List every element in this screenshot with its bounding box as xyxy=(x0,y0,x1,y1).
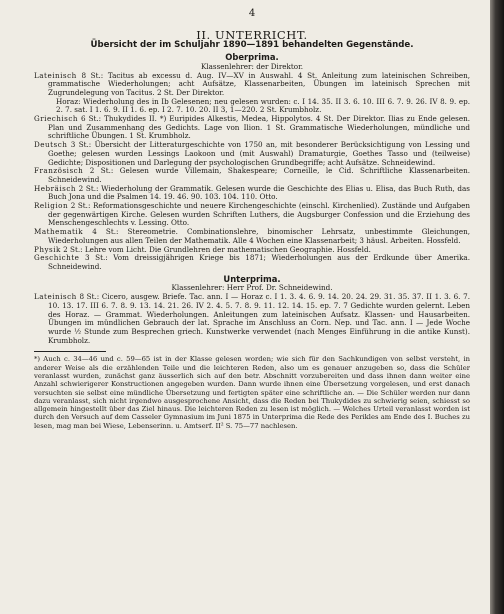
entry-text: 4 St.: Stereometrie. Combinationslehre, binomischer Lehrsatz, unbestimmte Gleichungen, Wiederholungen aus allen Teilen der Mathematik. Alle 4 Wochen eine Klassenarbeit; 3 häusl. Arbeiten. Hossfeld. xyxy=(48,227,470,245)
entry-text: 2 St.: Gelesen wurde Villemain, Shakespeare; Corneille, le Cid. Schriftliche Klassenarbeiten. Schneidewind. xyxy=(48,166,470,184)
subject-name: Physik xyxy=(34,244,61,254)
footnote-divider xyxy=(34,351,106,352)
page-content xyxy=(34,10,470,430)
page-number: 4 xyxy=(248,8,256,19)
book-binding-edge xyxy=(490,0,504,614)
unterprima-entry-latin xyxy=(34,293,470,345)
oberprima-teacher: Klassenlehrer: der Direktor. xyxy=(200,61,304,71)
oberprima-entry-religion xyxy=(34,202,470,228)
entry-text: 6 St.: Thukydides II. *) Euripides Alkestis, Medea, Hippolytos. 4 St. Der Direktor. Ilias zu Ende gelesen. Plan und Zusammenhang des Gedichts. Lage von Ilion. 1 St. Grammatische Wiederholungen, mündliche und schriftliche Übungen. 1 St. Krumbholz. xyxy=(48,114,470,141)
subject-name: Geschichte xyxy=(34,253,80,263)
oberprima-entry-german xyxy=(34,141,470,167)
footnote-text: *) Auch c. 34—46 und c. 59—65 ist in der Klasse gelesen worden; wie sich für den Sachkundigen von selbst versteht, in anderer Weise als die erzählenden Teile und die leichteren Reden, also um es genauer anzugeben so, dass die Schüler veranlasst wurden, zunächst ganz äusserlich sich auf den betr. Abschnitt vorzubereiten und dass ihnen dann weiter eine Anzahl schwierigerer Konstructionen angegeben wurden. Dann wurde ihnen eine Übersetzung vorgelesen, und erst danach versuchten sie selbst eine mündliche Übersetzung und fertigten später eine schriftliche an. — Die Schüler werden nur dann dazu veranlasst, sich nicht irgendwo ausgesprochene Ansicht, dass die Reden bei Thukydides zu schwierig seien, schiesst so allgemein hingestellt über das Ziel hinaus. Die leichteren Reden zu lesen ist möglich. — Welches Urteil veranlasst worden ist durch den Versuch auf dem Casseler Gymnasium im Juni 1875 in Unterprima die Rede des Perikles am Ende des I. Buches zu lesen, mag man bei Wiese, Lebenserinn. u. Amtserf. II² S. 75—77 nachlesen. xyxy=(34,355,470,430)
subject-name: Lateinisch xyxy=(34,70,77,80)
entry-text: 3 St.: Vom dreissigjährigen Kriege bis 1871; Wiederholungen aus der Erdkunde über Amerika. Schneidewind. xyxy=(48,253,470,271)
oberprima-entry-french xyxy=(34,167,470,184)
section-title: II. UNTERRICHT. xyxy=(196,27,308,42)
oberprima-entry-math xyxy=(34,228,470,245)
unterprima-heading: Unterprima. xyxy=(223,273,281,284)
entry-text: 8 St.: Tacitus ab excessu d. Aug. IV—XV in Auswahl. 4 St. Anleitung zum lateinischen Schreiben, grammatische Wiederholungen; acht Aufsätze, Klassenarbeiten, Übungen im lateinisch Sprechen mit Zugrundelegung von Tacitus. 2 St. Der Direktor. xyxy=(48,70,470,97)
subject-name: Französisch xyxy=(34,166,84,176)
subject-name: Hebräisch xyxy=(34,183,76,193)
subject-name: Lateinisch xyxy=(34,292,77,302)
entry-text: 3 St.: Übersicht der Litteraturgeschichte von 1750 an, mit besonderer Berücksichtigung von Lessing und Goethe; gelesen wurden Lessings Laokoon und (mit Auswahl) Dramaturgie, Goethes Tasso und (teilweise) Gedichte; Dispositionen und Darlegung der psychologischen Grundbegriffe; acht Aufsätze. Schneidewind. xyxy=(48,140,470,167)
entry-text: 2 St.: Reformationsgeschichte und neuere Kirchengeschichte (einschl. Kirchenlied). Zustände und Aufgaben der gegenwärtigen Kirche. Gelesen wurden Schriften Luthers, die Augsburger Confession und die Erziehung des Menschengeschlechts v. Lessing. Otto. xyxy=(48,201,470,228)
subject-name: Religion xyxy=(34,201,69,211)
oberprima-entry-history xyxy=(34,254,470,271)
entry-text: 2 St.: Lehre vom Licht. Die Grundlehren der mathematischen Geographie. Hossfeld. xyxy=(60,244,371,254)
oberprima-entry-greek xyxy=(34,115,470,141)
oberprima-entry-hebrew xyxy=(34,185,470,202)
entry-text: 8 St.: Cicero, ausgew. Briefe. Tac. ann. I — Horaz c. I 1. 3. 4. 6. 9. 14. 20. 24. 29. 31. 35. 37. II 1. 3. 6. 7. 10. 13. 17. III 6. 7. 8. 9. 13. 14. 21. 26. IV 2. 4. 5. 7. 8. 9. 11. 12. 14. 15. ep. 7. 7 Gedichte wurden gelernt. Leben des Horaz. — Grammat. Wiederholungen. Anleitungen zum lateinischen Aufsatz. Klassen- und Hausarbeiten. Übungen im mündlichen Gebrauch der lat. Sprache im Anschluss an Corn. Nep. und Tac. ann. I — Jede Woche wurde ½ Stunde zum Besprechen griech. Kunstwerke verwendet (nach Menges Einführung in die antike Kunst). Krumbholz. xyxy=(48,292,470,345)
footnote xyxy=(34,355,470,430)
subject-name: Griechisch xyxy=(34,114,79,124)
unterprima-teacher: Klassenlehrer: Herr Prof. Dr. Schneidewind. xyxy=(171,283,333,293)
entry-text: 2 St.: Wiederholung der Grammatik. Gelesen wurde die Geschichte des Elias u. Elisa, das Buch Ruth, das Buch Jona und die Psalmen 14. 19. 46. 90. 103. 104. 110. Otto. xyxy=(48,183,470,202)
subject-name: Mathematik xyxy=(34,227,84,237)
entry-subtext: Horaz: Wiederholung des in Ib Gelesenen; neu gelesen wurden: c. I 14. 35. II 3. 6. 10. III 6. 7. 9. 26. IV 8. 9. ep. 2. 7. sat. I 1. 6. 9. II 1. 6. ep. I 2. 7. 10. 20. II 3, 1—220. 2 St. Krumbholz. xyxy=(56,96,470,115)
section-subtitle: Übersicht der im Schuljahr 1890—1891 behandelten Gegenstände. xyxy=(90,40,414,51)
oberprima-heading: Oberprima. xyxy=(225,52,279,63)
subject-name: Deutsch xyxy=(34,140,68,150)
oberprima-entry-latin xyxy=(34,72,470,116)
